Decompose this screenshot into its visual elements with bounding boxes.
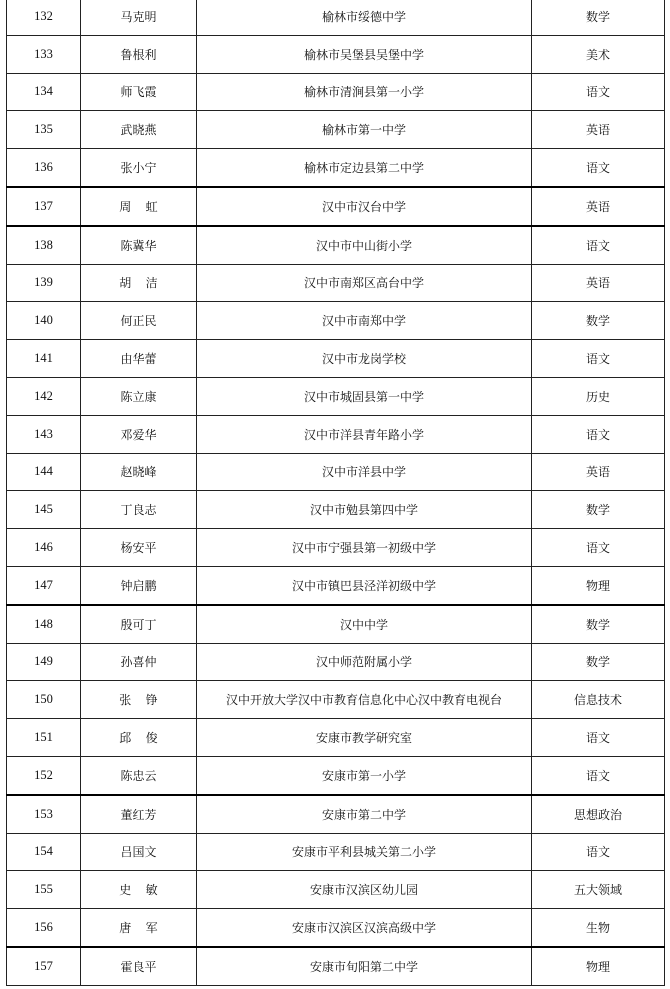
teacher-name-cell: 赵晓峰 — [81, 453, 197, 491]
table-row — [7, 491, 665, 529]
table-row — [7, 35, 665, 73]
subject-cell: 数学 — [532, 0, 665, 35]
school-cell: 榆林市定边县第二中学 — [197, 149, 532, 187]
subject-cell: 生物 — [532, 909, 665, 947]
subject-cell: 英语 — [532, 187, 665, 226]
subject-cell: 英语 — [532, 453, 665, 491]
row-number-cell: 145 — [7, 491, 81, 529]
row-number-cell: 140 — [7, 302, 81, 340]
table-row — [7, 264, 665, 302]
subject-cell: 语文 — [532, 340, 665, 378]
school-cell: 汉中市龙岗学校 — [197, 340, 532, 378]
teacher-name-cell: 杨安平 — [81, 529, 197, 567]
teacher-name-cell: 董红芳 — [81, 795, 197, 833]
row-number-cell: 142 — [7, 377, 81, 415]
table-row — [7, 453, 665, 491]
teacher-name-cell: 丁良志 — [81, 491, 197, 529]
row-number-cell: 146 — [7, 529, 81, 567]
table-row — [7, 643, 665, 681]
school-cell: 榆林市吴堡县吴堡中学 — [197, 35, 532, 73]
table-row — [7, 226, 665, 264]
row-number-cell: 148 — [7, 605, 81, 643]
school-cell: 安康市教学研究室 — [197, 719, 532, 757]
row-number-cell: 157 — [7, 947, 81, 985]
table-row — [7, 149, 665, 187]
subject-cell: 语文 — [532, 415, 665, 453]
school-cell: 汉中市南郑区高台中学 — [197, 264, 532, 302]
row-number-cell: 147 — [7, 566, 81, 604]
subject-cell: 数学 — [532, 643, 665, 681]
table-row — [7, 833, 665, 871]
teacher-name-cell: 何正民 — [81, 302, 197, 340]
school-cell: 榆林市第一中学 — [197, 111, 532, 149]
table-row — [7, 909, 665, 947]
teacher-name-cell: 陈冀华 — [81, 226, 197, 264]
table-row — [7, 719, 665, 757]
school-cell: 汉中市汉台中学 — [197, 187, 532, 226]
table-row — [7, 795, 665, 833]
row-number-cell: 152 — [7, 756, 81, 794]
row-number-cell: 135 — [7, 111, 81, 149]
table-row — [7, 529, 665, 567]
table-row — [7, 340, 665, 378]
teacher-name-cell: 张小宁 — [81, 149, 197, 187]
school-cell: 汉中开放大学汉中市教育信息化中心汉中教育电视台 — [197, 681, 532, 719]
school-cell: 安康市第二中学 — [197, 795, 532, 833]
subject-cell: 美术 — [532, 35, 665, 73]
table-row — [7, 681, 665, 719]
row-number-cell: 134 — [7, 73, 81, 111]
teacher-name-cell: 霍良平 — [81, 947, 197, 985]
table-row — [7, 111, 665, 149]
teacher-name-cell: 孙喜仲 — [81, 643, 197, 681]
teacher-list-sheet — [6, 0, 664, 986]
table-row — [7, 947, 665, 985]
row-number-cell: 136 — [7, 149, 81, 187]
school-cell: 汉中中学 — [197, 605, 532, 643]
subject-cell: 语文 — [532, 149, 665, 187]
school-cell: 汉中市洋县中学 — [197, 453, 532, 491]
school-cell: 安康市汉滨区幼儿园 — [197, 871, 532, 909]
row-number-cell: 155 — [7, 871, 81, 909]
school-cell: 安康市平利县城关第二小学 — [197, 833, 532, 871]
table-row — [7, 377, 665, 415]
teacher-name-cell: 吕国文 — [81, 833, 197, 871]
subject-cell: 五大领域 — [532, 871, 665, 909]
school-cell: 汉中市镇巴县泾洋初级中学 — [197, 566, 532, 604]
teacher-name-cell: 由华蕾 — [81, 340, 197, 378]
teacher-name-cell: 钟启鹏 — [81, 566, 197, 604]
subject-cell: 信息技术 — [532, 681, 665, 719]
row-number-cell: 151 — [7, 719, 81, 757]
table-row — [7, 415, 665, 453]
table-row — [7, 302, 665, 340]
teacher-name-cell: 邱俊 — [81, 719, 197, 757]
teacher-name-cell: 陈立康 — [81, 377, 197, 415]
row-number-cell: 137 — [7, 187, 81, 226]
table-row — [7, 871, 665, 909]
school-cell: 汉中市宁强县第一初级中学 — [197, 529, 532, 567]
subject-cell: 物理 — [532, 566, 665, 604]
teacher-name-cell: 周虹 — [81, 187, 197, 226]
row-number-cell: 149 — [7, 643, 81, 681]
table-body — [7, 0, 665, 985]
subject-cell: 物理 — [532, 947, 665, 985]
table-row — [7, 566, 665, 604]
teacher-table — [6, 0, 665, 986]
school-cell: 汉中师范附属小学 — [197, 643, 532, 681]
school-cell: 安康市汉滨区汉滨高级中学 — [197, 909, 532, 947]
teacher-name-cell: 鲁根利 — [81, 35, 197, 73]
table-row — [7, 756, 665, 794]
row-number-cell: 154 — [7, 833, 81, 871]
row-number-cell: 132 — [7, 0, 81, 35]
row-number-cell: 133 — [7, 35, 81, 73]
teacher-name-cell: 师飞霞 — [81, 73, 197, 111]
subject-cell: 思想政治 — [532, 795, 665, 833]
table-row — [7, 73, 665, 111]
subject-cell: 语文 — [532, 833, 665, 871]
teacher-name-cell: 武晓燕 — [81, 111, 197, 149]
school-cell: 安康市旬阳第二中学 — [197, 947, 532, 985]
row-number-cell: 153 — [7, 795, 81, 833]
row-number-cell: 150 — [7, 681, 81, 719]
teacher-name-cell: 陈忠云 — [81, 756, 197, 794]
subject-cell: 数学 — [532, 302, 665, 340]
teacher-name-cell: 张铮 — [81, 681, 197, 719]
subject-cell: 语文 — [532, 73, 665, 111]
school-cell: 榆林市绥德中学 — [197, 0, 532, 35]
teacher-name-cell: 马克明 — [81, 0, 197, 35]
row-number-cell: 144 — [7, 453, 81, 491]
teacher-name-cell: 殷可丁 — [81, 605, 197, 643]
school-cell: 汉中市城固县第一中学 — [197, 377, 532, 415]
school-cell: 汉中市南郑中学 — [197, 302, 532, 340]
school-cell: 汉中市洋县青年路小学 — [197, 415, 532, 453]
row-number-cell: 141 — [7, 340, 81, 378]
teacher-name-cell: 胡洁 — [81, 264, 197, 302]
table-row — [7, 187, 665, 226]
row-number-cell: 139 — [7, 264, 81, 302]
subject-cell: 英语 — [532, 111, 665, 149]
teacher-name-cell: 唐军 — [81, 909, 197, 947]
row-number-cell: 138 — [7, 226, 81, 264]
row-number-cell: 143 — [7, 415, 81, 453]
subject-cell: 数学 — [532, 491, 665, 529]
school-cell: 汉中市勉县第四中学 — [197, 491, 532, 529]
school-cell: 汉中市中山街小学 — [197, 226, 532, 264]
school-cell: 榆林市清涧县第一小学 — [197, 73, 532, 111]
subject-cell: 数学 — [532, 605, 665, 643]
subject-cell: 语文 — [532, 719, 665, 757]
subject-cell: 语文 — [532, 529, 665, 567]
teacher-name-cell: 邓爱华 — [81, 415, 197, 453]
subject-cell: 历史 — [532, 377, 665, 415]
table-row — [7, 605, 665, 643]
subject-cell: 英语 — [532, 264, 665, 302]
row-number-cell: 156 — [7, 909, 81, 947]
subject-cell: 语文 — [532, 226, 665, 264]
school-cell: 安康市第一小学 — [197, 756, 532, 794]
teacher-name-cell: 史敏 — [81, 871, 197, 909]
subject-cell: 语文 — [532, 756, 665, 794]
table-row — [7, 0, 665, 35]
